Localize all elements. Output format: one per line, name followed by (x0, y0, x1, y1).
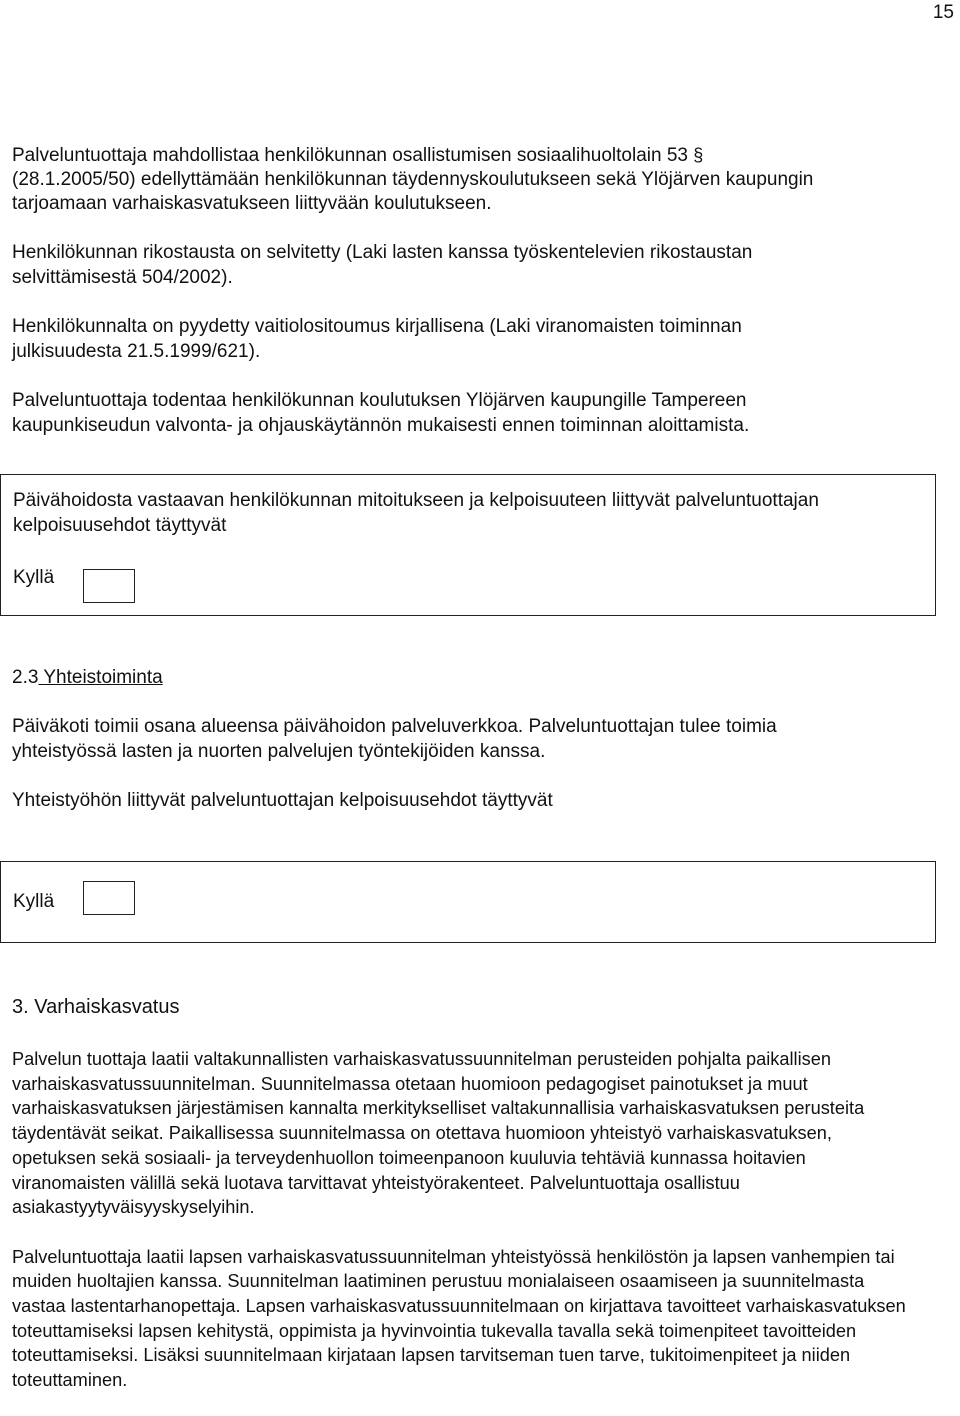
section-2-3-paragraph-1-line-2: yhteistyössä lasten ja nuorten palvelujen työntekijöiden kanssa. (12, 740, 546, 762)
section-3-paragraph-1: Palvelun tuottaja laatii valtakunnallisten varhaiskasvatussuunnitelman perusteiden pohjalta paikallisen varhaiskasvatussuunnitelman. Suunnitelmassa otetaan huomioon pedagogiset painotukset ja muut varhaiskasvatuksen järjestämisen kannalta merkitykselliset valtakunnallisia varhaiskasvatuksen perusteita täydentävät seikat. Paikallisessa suunnitelmassa on otettava huomioon yhteistyö varhaiskasvatuksen, opetuksen sekä sosiaali- ja terveydenhuollon toimeenpanoon kuuluvia tehtäviä kunnassa hoitavien viranomaisten välillä sekä luotava tarvittavat yhteistyörakenteet. Palveluntuottaja osallistuu asiakastyytyväisyyskyselyihin. (12, 1049, 865, 1218)
box2-yes-checkbox[interactable] (83, 881, 135, 915)
section-3-heading: 3. Varhaiskasvatus (12, 996, 180, 1018)
box1-line-2: kelpoisuusehdot täyttyvät (13, 515, 227, 536)
intro-paragraph-3-line-2: julkisuudesta 21.5.1999/621). (12, 340, 261, 362)
intro-paragraph-4-line-2: kaupunkiseudun valvonta- ja ohjauskäytännön mukaisesti ennen toiminnan aloittamista. (12, 414, 750, 436)
intro-paragraph-4-line-1: Palveluntuottaja todentaa henkilökunnan koulutuksen Ylöjärven kaupungille Tampereen (12, 390, 747, 411)
section-3-body (12, 1047, 912, 1393)
box1-yes-checkbox[interactable] (83, 569, 135, 603)
section-2-3-heading (12, 666, 163, 691)
section-2-3-paragraph-1-line-1: Päiväkoti toimii osana alueensa päivähoidon palveluverkkoa. Palveluntuottajan tulee toimia (12, 716, 777, 737)
intro-paragraph-3-line-1: Henkilökunnalta on pyydetty vaitiolositoumus kirjallisena (Laki viranomaisten toiminnan (12, 316, 742, 337)
intro-paragraph-2-line-1: Henkilökunnan rikostausta on selvitetty (Laki lasten kanssa työskentelevien rikostaustan (12, 242, 753, 263)
box2-yes-label: Kyllä (13, 891, 55, 912)
qualification-box-staff (0, 474, 936, 616)
intro-paragraph-2-line-2: selvittämisestä 504/2002). (12, 266, 233, 288)
section-symbol: § (693, 145, 704, 165)
intro-paragraph-1-line-1: Palveluntuottaja mahdollistaa henkilökunnan osallistumisen sosiaalihuoltolain 53 § (12, 145, 704, 166)
intro-paragraph-1-line-2: (28.1.2005/50) edellyttämään henkilökunnan täydennyskoulutukseen sekä Ylöjärven kaupungin (12, 168, 814, 190)
intro-paragraph-1-line-3: tarjoamaan varhaiskasvatukseen liittyvään koulutukseen. (12, 193, 492, 214)
box1-yes-label: Kyllä (13, 567, 55, 588)
qualification-box-cooperation (0, 861, 936, 943)
page-number: 15 (932, 2, 954, 23)
box1-line-1: Päivähoidosta vastaavan henkilökunnan mitoitukseen ja kelpoisuuteen liittyvät palveluntuottajan (13, 490, 819, 511)
section-2-3-number: 2.3 (12, 667, 39, 688)
section-2-3-title: Yhteistoiminta (43, 667, 163, 688)
section-2-3-paragraph-2: Yhteistyöhön liittyvät palveluntuottajan kelpoisuusehdot täyttyvät (12, 790, 553, 811)
section-3-paragraph-2: Palveluntuottaja laatii lapsen varhaiskasvatussuunnitelman yhteistyössä henkilöstön ja lapsen vanhempien tai muiden huoltajien kanssa. Suunnitelman laatiminen perustuu monialaiseen osaamiseen ja suunnitelmasta vastaa lastentarhanopettaja. Lapsen varhaiskasvatussuunnitelmaan on kirjattava tavoitteet varhaiskasvatuksen toteuttamiseksi lapsen kehitystä, oppimista ja hyvinvointia tukevalla tavalla sekä toimenpiteet tavoitteiden toteuttamiseksi. Lisäksi suunnitelmaan kirjataan lapsen tarvitseman tuen tarve, tukitoimenpiteet ja niiden toteuttaminen. (12, 1246, 906, 1391)
